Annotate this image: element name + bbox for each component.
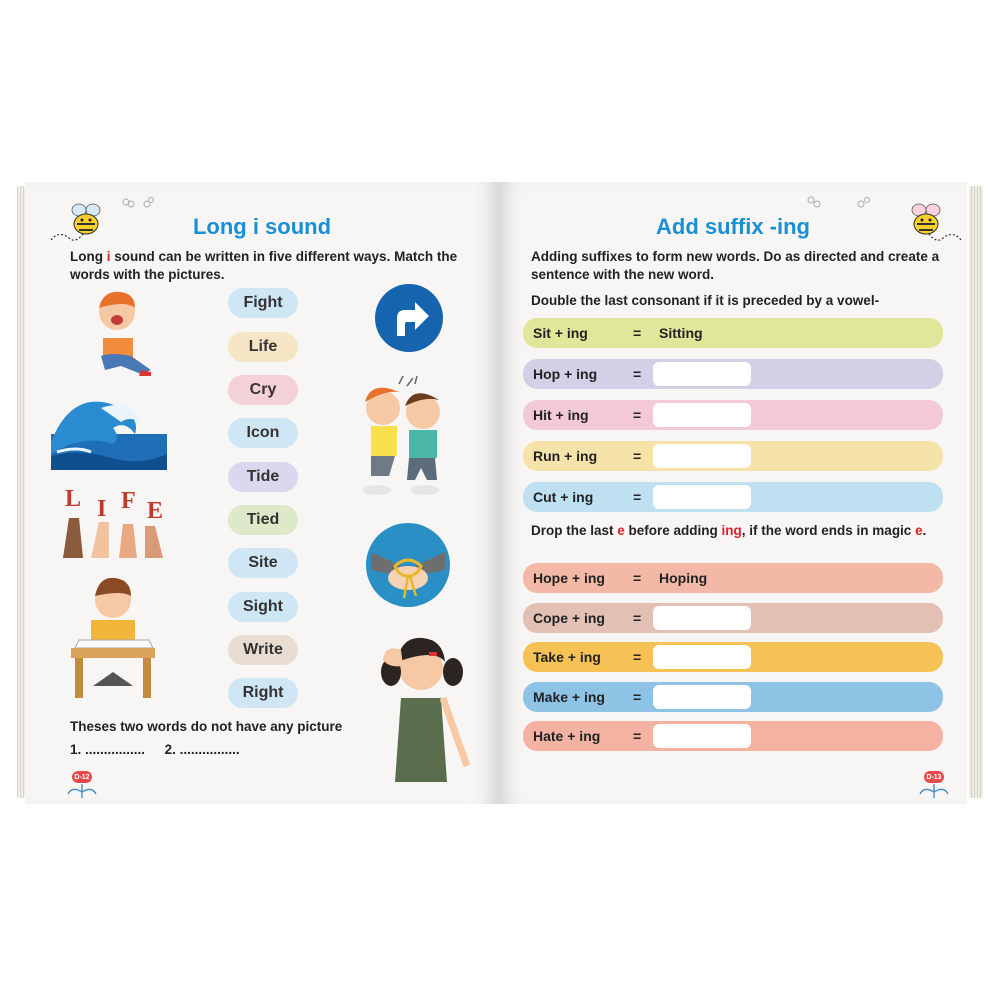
- answer-box[interactable]: [653, 645, 751, 669]
- right-turn-sign-picture[interactable]: [373, 282, 445, 354]
- word-cloud-right[interactable]: Right: [228, 678, 298, 708]
- word-cloud-write[interactable]: Write: [228, 635, 298, 665]
- word-cloud-cry[interactable]: Cry: [228, 375, 298, 405]
- answer-text: Sitting: [659, 325, 703, 341]
- answer-box[interactable]: [653, 362, 751, 386]
- answer-text: Hoping: [659, 570, 708, 586]
- word-cloud-life[interactable]: Life: [228, 332, 298, 362]
- section2-heading: Drop the last e before adding ing, if the word ends in magic e.: [531, 523, 927, 538]
- blank-1[interactable]: 1. ................: [70, 742, 146, 757]
- row-cope-ing: Cope + ing =: [523, 603, 943, 633]
- word-cloud-site[interactable]: Site: [228, 548, 298, 578]
- open-workbook: [17, 182, 983, 804]
- crying-boy-picture[interactable]: [83, 286, 163, 378]
- letter-e: E: [147, 498, 164, 524]
- row-hop-ing: Hop + ing =: [523, 359, 943, 389]
- suffix-instruction: Adding suffixes to form new words. Do as directed and create a sentence with the new word.: [531, 249, 940, 282]
- page-number: D-13: [924, 771, 944, 783]
- match-instruction: Long i sound can be written in five different ways. Match the words with the pictures.: [70, 249, 458, 282]
- row-sit-ing: Sit + ing = Sitting: [523, 318, 943, 348]
- section1-heading: Double the last consonant if it is preceded by a vowel-: [531, 293, 880, 308]
- word-cloud-icon[interactable]: Icon: [228, 418, 298, 448]
- answer-box[interactable]: [653, 724, 751, 748]
- row-hit-ing: Hit + ing =: [523, 400, 943, 430]
- word-cloud-sight[interactable]: Sight: [228, 592, 298, 622]
- flower-outline-icon: [121, 196, 155, 212]
- answer-box[interactable]: [653, 403, 751, 427]
- no-picture-note: Theses two words do not have any picture: [70, 719, 343, 734]
- letter-l: L: [65, 486, 82, 512]
- answer-box[interactable]: [653, 485, 751, 509]
- word-cloud-fight[interactable]: Fight: [228, 288, 298, 318]
- page-title: Long i sound: [192, 214, 332, 239]
- row-take-ing: Take + ing =: [523, 642, 943, 672]
- answer-box[interactable]: [653, 444, 751, 468]
- boy-writing-picture[interactable]: [65, 576, 161, 706]
- answer-box[interactable]: [653, 606, 751, 630]
- saluting-girl-picture[interactable]: [369, 632, 475, 792]
- letter-i: I: [97, 496, 107, 522]
- row-hate-ing: Hate + ing =: [523, 721, 943, 751]
- page-title: Add suffix -ing: [656, 214, 810, 239]
- flower-icon: [67, 784, 97, 798]
- row-make-ing: Make + ing =: [523, 682, 943, 712]
- boys-fighting-picture[interactable]: [343, 372, 463, 500]
- row-hope-ing: Hope + ing = Hoping: [523, 563, 943, 593]
- right-page: [499, 182, 967, 804]
- right-page-edges: [969, 186, 983, 798]
- row-run-ing: Run + ing =: [523, 441, 943, 471]
- answer-blanks: [70, 742, 240, 757]
- word-cloud-tied[interactable]: Tied: [228, 505, 298, 535]
- flower-icon: [919, 784, 949, 798]
- tied-hands-picture[interactable]: [365, 522, 451, 608]
- answer-box[interactable]: [653, 685, 751, 709]
- row-cut-ing: Cut + ing =: [523, 482, 943, 512]
- left-page: [25, 182, 499, 804]
- letter-f: F: [121, 488, 136, 514]
- ocean-wave-picture[interactable]: [51, 394, 167, 470]
- flower-outline-icon: [805, 194, 875, 212]
- page-number: D-12: [72, 771, 92, 783]
- word-cloud-tide[interactable]: Tide: [228, 462, 298, 492]
- life-letters-picture[interactable]: [55, 486, 167, 558]
- blank-2[interactable]: 2. ................: [164, 742, 240, 757]
